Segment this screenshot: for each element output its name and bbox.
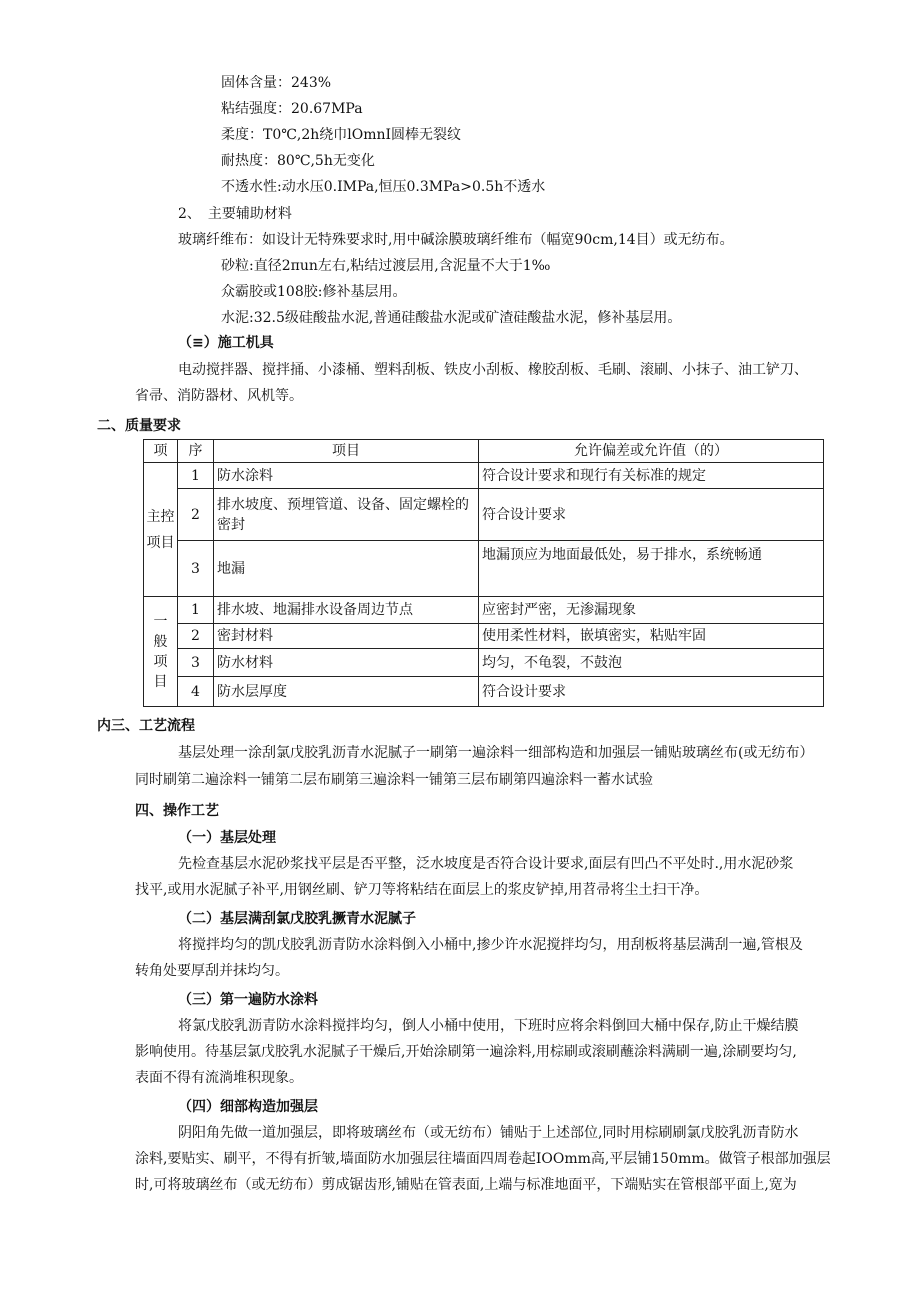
group-general-char-3: 项 [153,653,168,670]
row-item: 防水涂料 [214,463,479,489]
spec-impermeability: 不透水性:动水压0.IMPa,恒压0.3MPa>0.5h不透水 [221,179,546,195]
group-general-char-1: 一 [153,613,168,630]
group-general-char-4: 目 [153,673,168,690]
row-requirement: 使用柔性材料，嵌填密实，粘贴牢固 [479,624,824,649]
row-no: 1 [178,597,214,624]
paragraph-line: 转角处要厚刮并抹均匀。 [135,963,289,979]
row-no: 3 [178,649,214,677]
section-title-putty: （二）基层满刮氯戊胶乳撅青水泥腻子 [178,911,416,927]
spec-heat-resistance: 耐热度：80℃,5h无变化 [221,153,375,169]
table-row [144,624,824,649]
header-seq: 序 [178,440,214,463]
paragraph-line: 涂料,要贴实、刷平，不得有折皱,墙面防水加强层往墙面四周卷起IOOmm高,平层铺150mm。做管子根部加强层 [135,1151,831,1167]
section-title-first-coat: （三）第一遍防水涂料 [178,992,318,1008]
paragraph-line: 影响使用。待基层氯戊胶乳水泥腻子干燥后,开始涂刷第一遍涂料,用棕刷或滚刷蘸涂料满刷一遍,涂刷要均匀, [135,1044,797,1060]
section-title-base-treatment: （一）基层处理 [178,830,276,846]
row-requirement: 地漏顶应为地面最低处，易于排水，系统畅通 [479,541,824,597]
row-no: 3 [178,541,214,597]
paragraph-line: 找平,或用水泥腻子补平,用钢丝刷、铲刀等将粘结在面层上的浆皮铲掉,用苕帚将尘土扫干净。 [135,882,709,898]
process-line-2: 同时刷第二遍涂料一铺第二层布刷第三遍涂料一铺第三层布刷第四遍涂料一蓄水试验 [135,772,653,788]
operations-heading: 四、操作工艺 [135,803,219,819]
aux-materials-heading: 2、 主要辅助材料 [178,206,292,222]
paragraph-line: 将氯戊胶乳沥青防水涂料搅拌均匀，倒人小桶中使用，下班时应将余料倒回大桶中保存,防止干燥结膜 [178,1018,799,1034]
group-general [144,597,178,707]
paragraph-line: 时,可将玻璃丝布（或无纺布）剪成锯齿形,铺贴在管表面,上端与标准地面平，下端贴实在管根部平面上,宽为 [135,1177,797,1193]
quality-heading: 二、质量要求 [97,418,181,434]
spec-bond-strength: 粘结强度：20.67MPa [221,101,363,117]
paragraph-line: 先检查基层水泥砂浆找平层是否平整，泛水坡度是否符合设计要求,面层有凹凸不平处时.,用水泥砂浆 [178,856,794,872]
process-heading: 内三、工艺流程 [97,718,195,734]
table-row [144,677,824,707]
row-item: 防水层厚度 [214,677,479,707]
header-category: 项 [144,440,178,463]
row-item: 密封材料 [214,624,479,649]
row-item: 防水材料 [214,649,479,677]
table-row [144,649,824,677]
paragraph-line: 将搅拌均匀的凯戊胶乳沥青防水涂料倒入小桶中,掺少许水泥搅拌均匀，用刮板将基层满刮一遍,管根及 [178,937,803,953]
group-main-control [144,463,178,597]
row-requirement: 符合设计要求 [479,489,824,541]
header-item: 项目 [214,440,479,463]
row-no: 2 [178,624,214,649]
aux-glass-fiber: 玻璃纤维布：如设计无特殊要求时,用中碱涂膜玻璃纤维布（幅宽90cm,14目）或无纺布。 [178,232,734,248]
row-requirement: 符合设计要求 [479,677,824,707]
row-item: 地漏 [214,541,479,597]
table-row [144,541,824,597]
machinery-line-1: 电动搅拌器、搅拌捅、小漆桶、塑料刮板、铁皮小刮板、橡胶刮板、毛刷、滚刷、小抹子、油工铲刀、 [178,362,808,378]
header-tolerance: 允许偏差或允许值（的） [479,440,824,463]
group-general-char-2: 般 [153,633,168,650]
table-row [144,597,824,624]
spec-flexibility: 柔度：T0℃,2h绕巾lOmnI圆棒无裂纹 [221,127,462,143]
row-requirement: 均匀，不龟裂，不鼓泡 [479,649,824,677]
group-main-label: 主控项目 [146,508,175,551]
paragraph-line: 阴阳角先做一道加强层，即将玻璃丝布（或无纺布）铺贴于上述部位,同时用棕刷刷氯戊胶乳沥青防水 [178,1125,799,1141]
row-item: 排水坡、地漏排水设备周边节点 [214,597,479,624]
row-requirement: 符合设计要求和现行有关标准的规定 [479,463,824,489]
row-requirement: 应密封严密，无渗漏现象 [479,597,824,624]
machinery-heading: （≡）施工机具 [178,335,274,351]
aux-sand: 砂粒:直径2πun左右,粘结过渡层用,含泥量不大于1‰ [221,258,551,274]
machinery-line-2: 省帚、消防器材、风机等。 [135,388,303,404]
table-row [144,463,824,489]
quality-table [143,439,824,707]
aux-glue: 众霸胶或108胶:修补基层用。 [221,284,407,300]
aux-cement: 水泥:32.5级硅酸盐水泥,普通硅酸盐水泥或矿渣硅酸盐水泥，修补基层用。 [221,310,682,326]
section-title-reinforcement: （四）细部构造加强层 [178,1099,318,1115]
process-line-1: 基层处理一涂刮氯戊胶乳沥青水泥腻子一刷第一遍涂料一细部构造和加强层一铺贴玻璃丝布(或无纺布） [178,745,814,761]
paragraph-line: 表面不得有流淌堆积现象。 [135,1070,303,1086]
table-header-row [144,440,824,463]
row-no: 1 [178,463,214,489]
spec-solid-content: 固体含量：243% [221,75,332,91]
row-item: 排水坡度、预埋管道、设备、固定螺栓的密封 [214,489,479,541]
table-row [144,489,824,541]
row-no: 4 [178,677,214,707]
row-no: 2 [178,489,214,541]
